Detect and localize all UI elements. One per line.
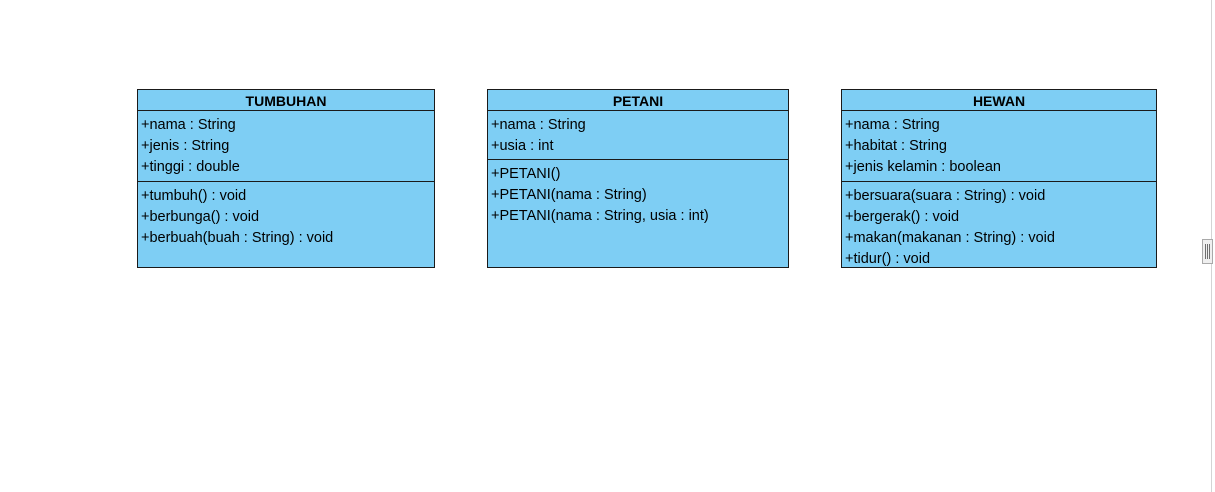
operation: +makan(makanan : String) : void (845, 230, 1055, 246)
attribute: +nama : String (845, 117, 940, 133)
operation: +PETANI(nama : String, usia : int) (491, 208, 709, 224)
operation: +tumbuh() : void (141, 188, 247, 204)
attributes-compartment (842, 111, 1156, 182)
operation: +PETANI() (491, 166, 561, 182)
attribute: +nama : String (491, 117, 586, 133)
operation: +berbuah(buah : String) : void (141, 230, 334, 246)
attribute: +nama : String (141, 117, 236, 133)
attribute: +jenis kelamin : boolean (845, 159, 1001, 175)
operation: +PETANI(nama : String) (491, 187, 647, 203)
class-name: HEWAN (842, 90, 1156, 111)
operations-compartment (488, 160, 788, 230)
class-box-hewan[interactable] (841, 89, 1157, 268)
class-box-tumbuhan[interactable] (137, 89, 435, 268)
attributes-compartment (488, 111, 788, 160)
operation: +berbunga() : void (141, 209, 260, 225)
class-box-petani[interactable] (487, 89, 789, 268)
attribute: +tinggi : double (141, 159, 240, 175)
operation: +bergerak() : void (845, 209, 960, 225)
operations-compartment (138, 182, 434, 252)
class-name: PETANI (488, 90, 788, 111)
attribute: +jenis : String (141, 138, 230, 154)
attribute: +habitat : String (845, 138, 947, 154)
operation: +bersuara(suara : String) : void (845, 188, 1046, 204)
operation: +tidur() : void (845, 251, 931, 267)
operations-compartment (842, 182, 1156, 273)
attributes-compartment (138, 111, 434, 182)
class-name: TUMBUHAN (138, 90, 434, 111)
attribute: +usia : int (491, 138, 554, 154)
grip-icon (1205, 244, 1210, 259)
resize-handle[interactable] (1202, 239, 1213, 264)
